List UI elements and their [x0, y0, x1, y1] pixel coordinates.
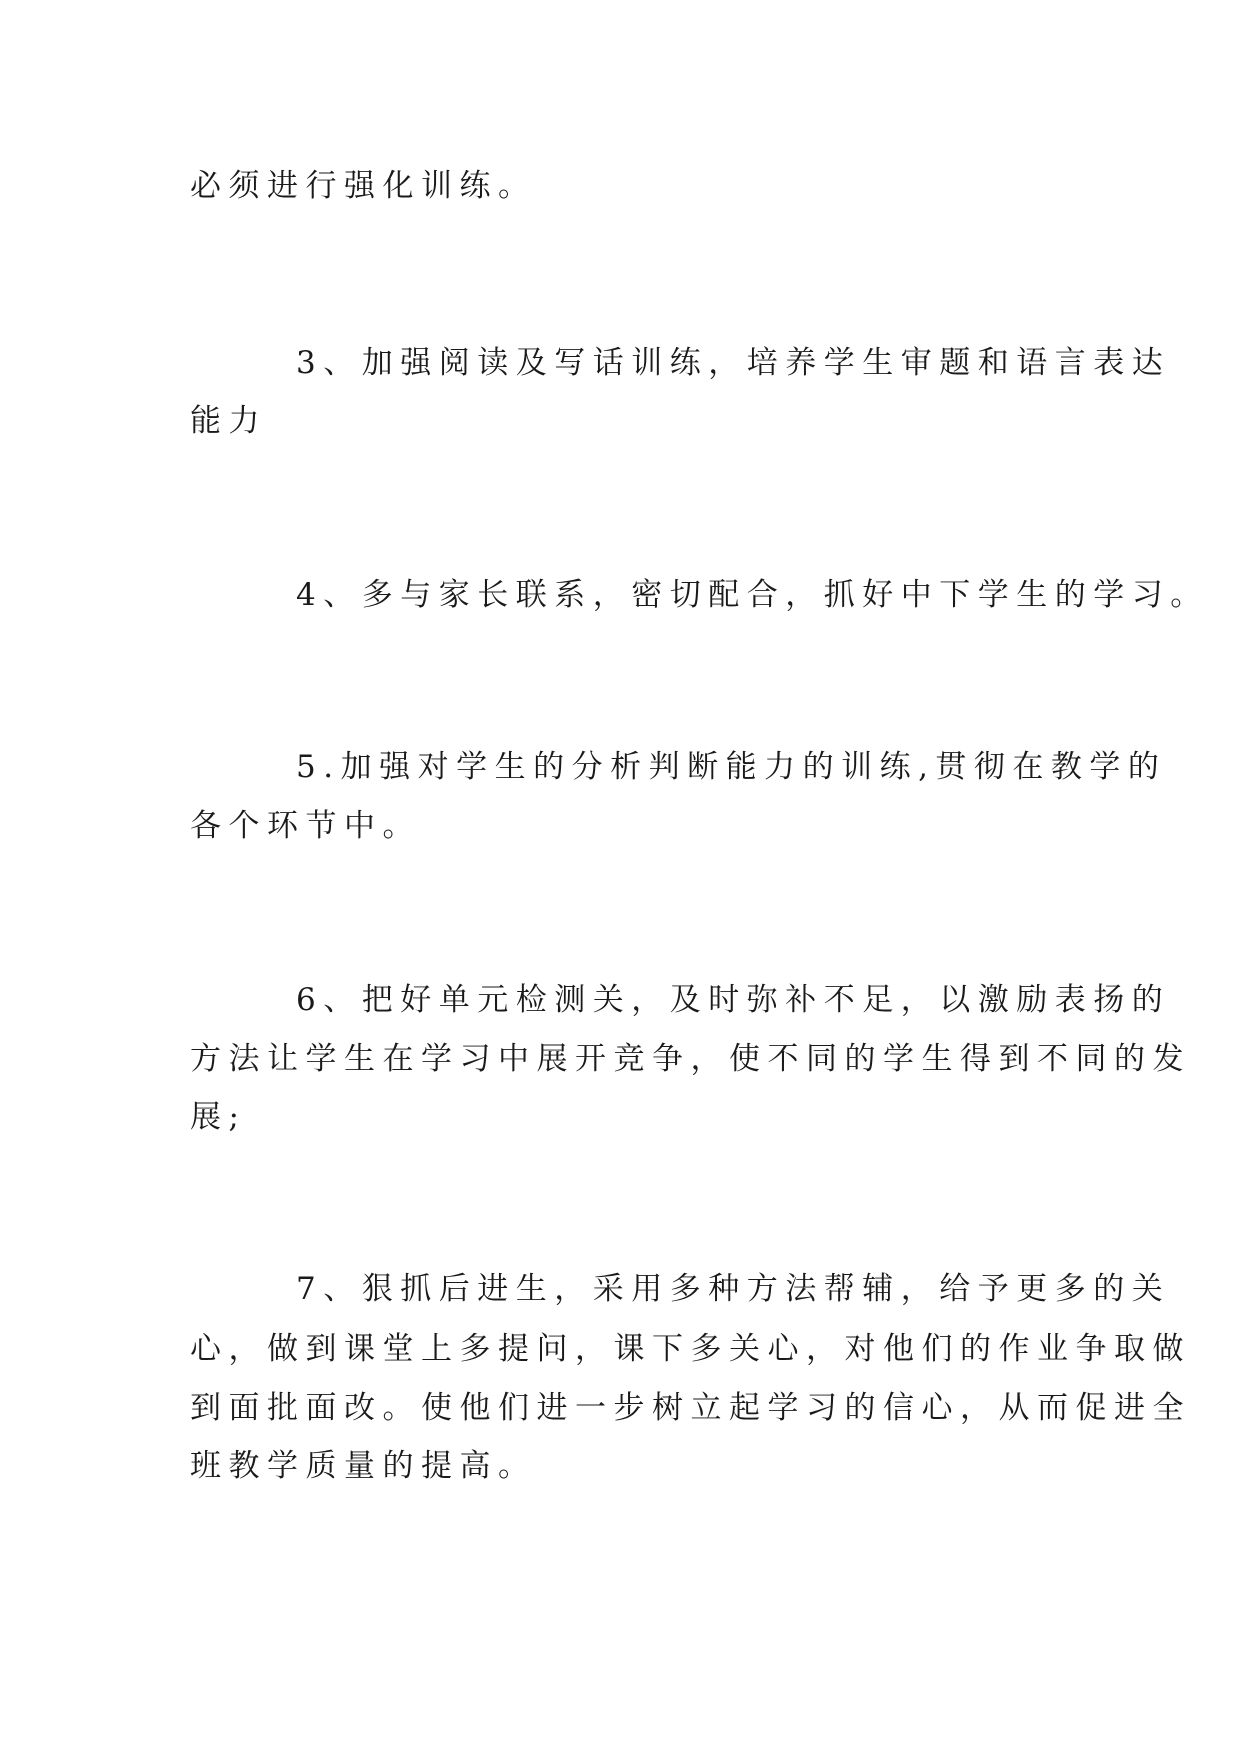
- paragraph-6-line-3: 展;: [190, 1099, 247, 1135]
- paragraph-7-line-3: 到面批面改。使他们进一步树立起学习的信心，从而促进全: [190, 1390, 1191, 1426]
- paragraph-6-line-2: 方法让学生在学习中展开竞争，使不同的学生得到不同的发: [190, 1041, 1191, 1077]
- paragraph-5-line-2: 各个环节中。: [190, 808, 421, 844]
- paragraph-3-line-2: 能力: [190, 403, 267, 439]
- paragraph-7-line-1: 7、狠抓后进生，采用多种方法帮辅，给予更多的关: [296, 1271, 1171, 1307]
- paragraph-7-line-4: 班教学质量的提高。: [190, 1448, 537, 1484]
- paragraph-4-line-1: 4、多与家长联系，密切配合，抓好中下学生的学习。: [296, 577, 1209, 613]
- paragraph-7-line-2: 心，做到课堂上多提问，课下多关心，对他们的作业争取做: [190, 1331, 1191, 1367]
- paragraph-6-line-1: 6、把好单元检测关，及时弥补不足，以激励表扬的: [296, 982, 1171, 1018]
- paragraph-5-line-1: 5.加强对学生的分析判断能力的训练,贯彻在教学的: [296, 749, 1167, 785]
- paragraph-3-line-1: 3、加强阅读及写话训练，培养学生审题和语言表达: [296, 345, 1171, 381]
- paragraph-continuation-line: 必须进行强化训练。: [190, 168, 537, 204]
